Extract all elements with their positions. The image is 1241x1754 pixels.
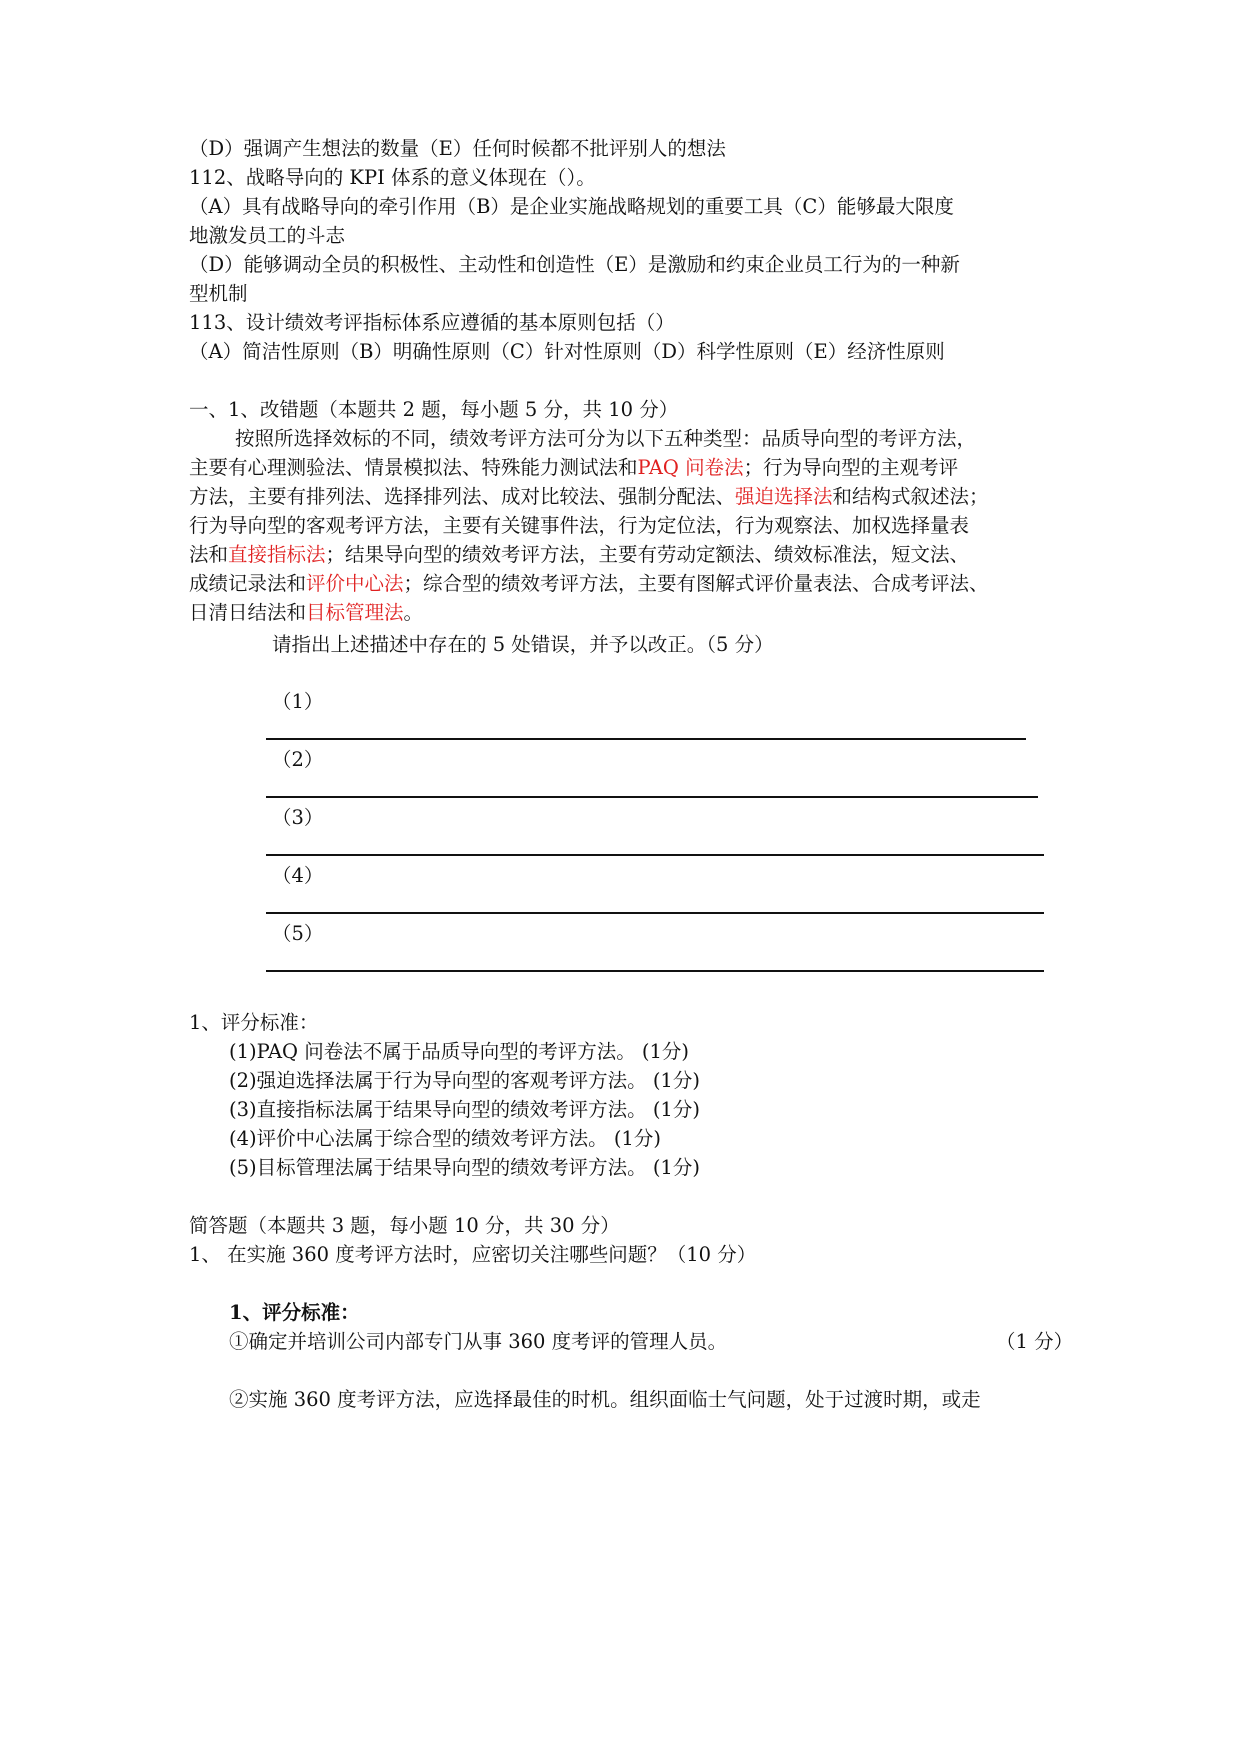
section-short-answer-title: 简答题（本题共 3 题，每小题 10 分，共 30 分） <box>189 1214 620 1237</box>
answer-label-4: （4） <box>272 864 324 887</box>
answer-line-5[interactable] <box>266 970 1044 972</box>
answer-line-1[interactable] <box>266 738 1026 740</box>
scoring-criterion-1: (1)PAQ 问卷法不属于品质导向型的考评方法。 (1分) <box>229 1040 690 1063</box>
question-112-options-d-e: （D）能够调动全员的积极性、主动性和创造性（E）是激励和约束企业员工行为的一种新 <box>189 253 960 276</box>
paragraph-line-4: 行为导向型的客观考评方法，主要有关键事件法，行为定位法，行为观察法、加权选择量表 <box>189 514 970 537</box>
answer-label-3: （3） <box>272 806 324 829</box>
answer-line-3[interactable] <box>266 854 1044 856</box>
short-answer-criterion-2: ②实施 360 度考评方法，应选择最佳的时机。组织面临士气问题，处于过渡时期，或走 <box>229 1388 981 1411</box>
scoring-criterion-4: (4)评价中心法属于综合型的绩效考评方法。 (1分) <box>229 1127 661 1150</box>
error-highlight-5: 目标管理法 <box>306 601 404 624</box>
question-112: 112、战略导向的 KPI 体系的意义体现在（）。 <box>189 166 596 189</box>
answer-label-1: （1） <box>272 690 324 713</box>
paragraph-line-3: 方法，主要有排列法、选择排列法、成对比较法、强制分配法、强迫选择法和结构式叙述法； <box>189 485 989 508</box>
option-line-d-e: （D）强调产生想法的数量（E）任何时候都不批评别人的想法 <box>189 137 726 160</box>
short-answer-question-1: 1、 在实施 360 度考评方法时，应密切关注哪些问题？（10 分） <box>189 1243 757 1266</box>
question-113: 113、设计绩效考评指标体系应遵循的基本原则包括（） <box>189 311 675 334</box>
paragraph-line-6: 成绩记录法和评价中心法；综合型的绩效考评方法，主要有图解式评价量表法、合成考评法、 <box>189 572 989 595</box>
question-112-options-d-e-cont: 型机制 <box>189 282 248 305</box>
paragraph-line-1: 按照所选择效标的不同，绩效考评方法可分为以下五种类型：品质导向型的考评方法， <box>235 427 977 450</box>
short-answer-criterion-1: ①确定并培训公司内部专门从事 360 度考评的管理人员。 <box>229 1330 728 1353</box>
short-answer-criterion-1-points: （1 分） <box>996 1330 1074 1353</box>
scoring-criterion-3: (3)直接指标法属于结果导向型的绩效考评方法。 (1分) <box>229 1098 700 1121</box>
answer-label-5: （5） <box>272 922 324 945</box>
question-112-options-a-c-cont: 地激发员工的斗志 <box>189 224 346 247</box>
section-error-correction-title: 一、1、改错题（本题共 2 题，每小题 5 分，共 10 分） <box>189 398 679 421</box>
instruction-line: 请指出上述描述中存在的 5 处错误，并予以改正。（5 分） <box>272 633 774 656</box>
answer-line-2[interactable] <box>266 796 1038 798</box>
short-answer-criteria-heading: 1、评分标准： <box>229 1301 360 1324</box>
paragraph-line-7: 日清日结法和目标管理法。 <box>189 601 424 624</box>
answer-label-2: （2） <box>272 748 324 771</box>
scoring-criterion-5: (5)目标管理法属于结果导向型的绩效考评方法。 (1分) <box>229 1156 700 1179</box>
question-112-options-a-c: （A）具有战略导向的牵引作用（B）是企业实施战略规划的重要工具（C）能够最大限度 <box>189 195 954 218</box>
paragraph-line-2: 主要有心理测验法、情景模拟法、特殊能力测试法和PAQ 问卷法；行为导向型的主观考评 <box>189 456 959 479</box>
error-highlight-2: 强迫选择法 <box>735 485 833 508</box>
error-highlight-4: 评价中心法 <box>306 572 404 595</box>
error-highlight-3: 直接指标法 <box>228 543 326 566</box>
paragraph-line-5: 法和直接指标法；结果导向型的绩效考评方法，主要有劳动定额法、绩效标准法，短文法、 <box>189 543 970 566</box>
error-highlight-1: PAQ 问卷法 <box>637 456 744 479</box>
scoring-criteria-heading: 1、评分标准： <box>189 1011 319 1034</box>
answer-line-4[interactable] <box>266 912 1044 914</box>
question-113-options: （A）简洁性原则（B）明确性原则（C）针对性原则（D）科学性原则（E）经济性原则 <box>189 340 945 363</box>
scoring-criterion-2: (2)强迫选择法属于行为导向型的客观考评方法。 (1分) <box>229 1069 700 1092</box>
